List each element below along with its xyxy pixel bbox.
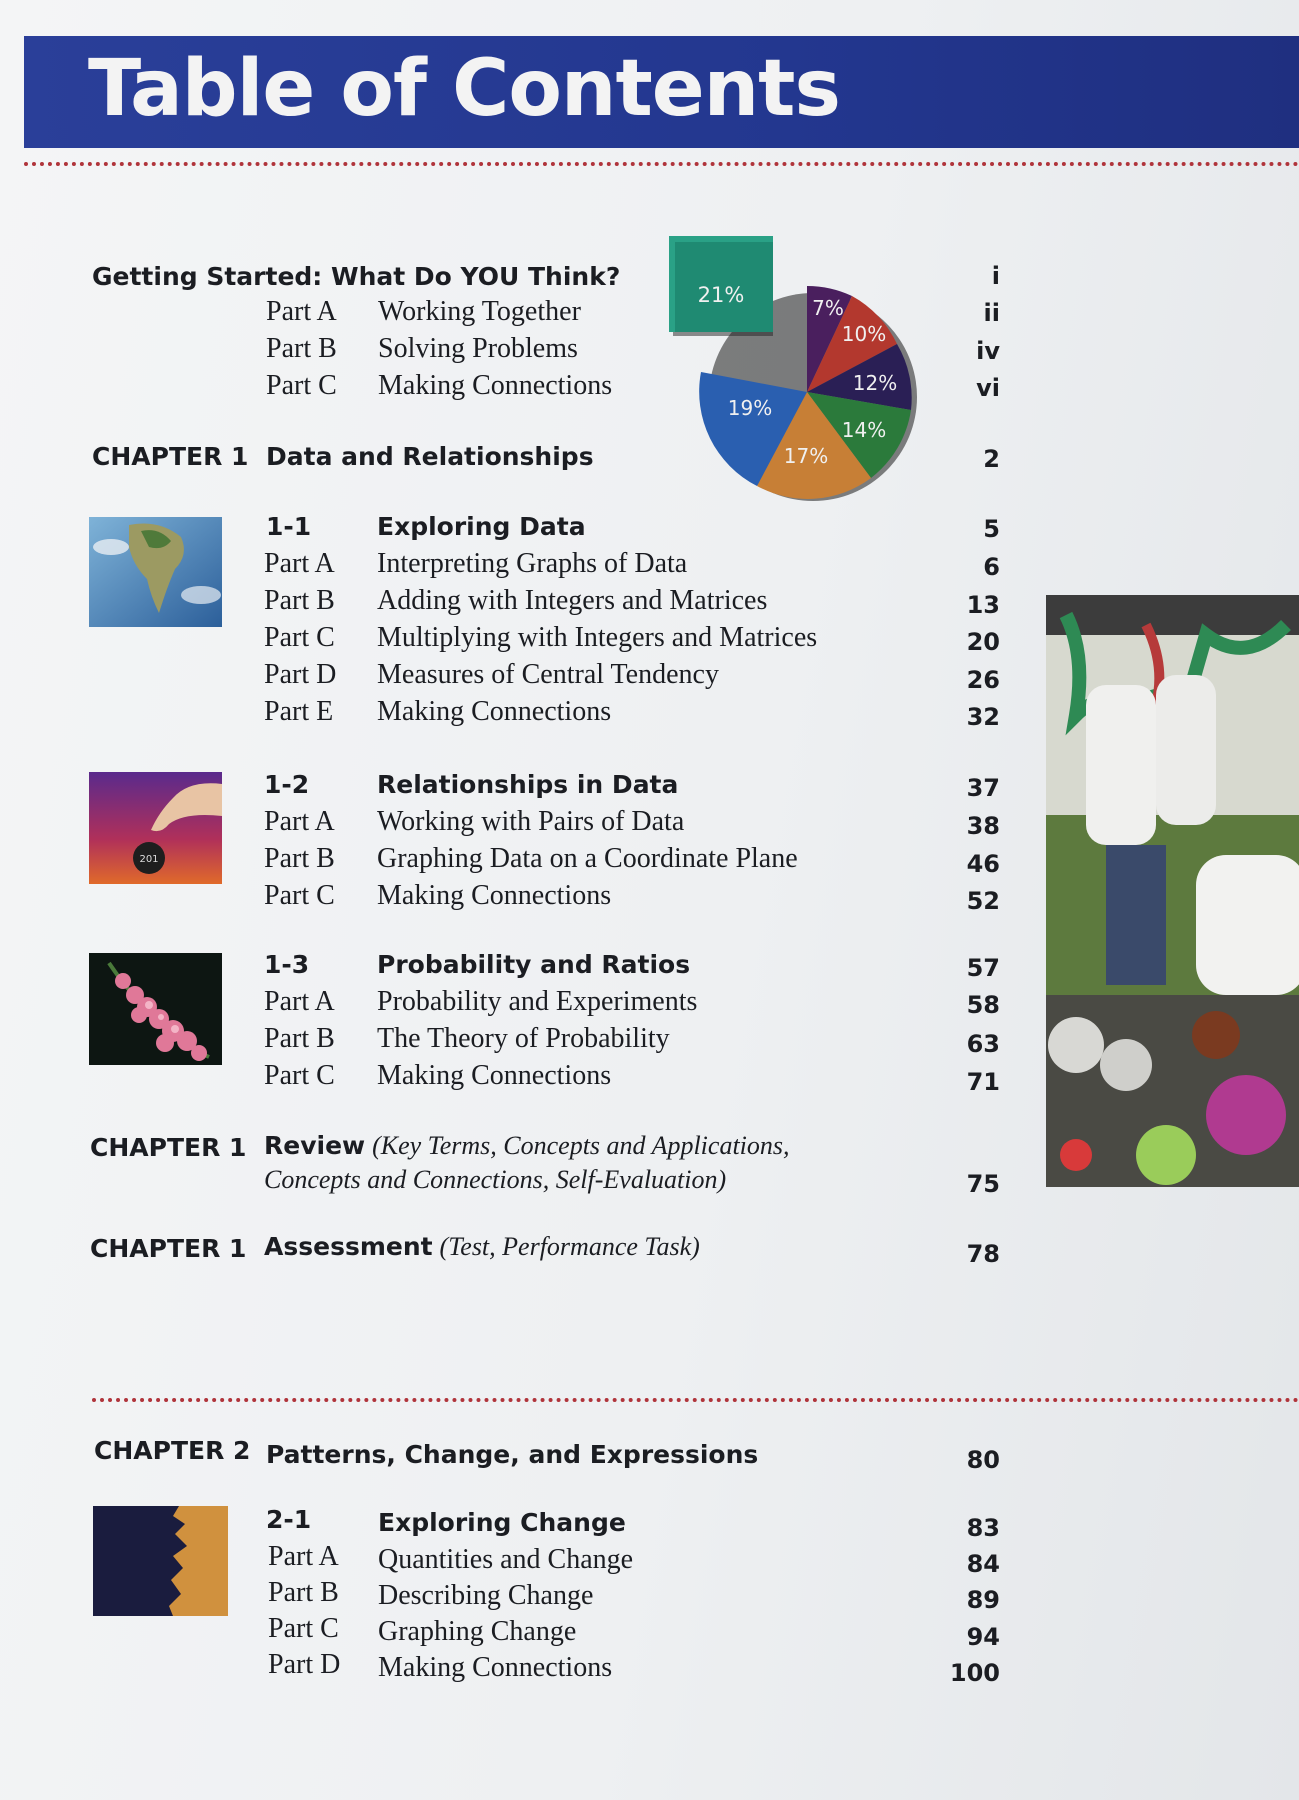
pie-label-21: 21%: [697, 283, 745, 307]
part-title: Interpreting Graphs of Data: [377, 548, 688, 579]
assessment-entry: [264, 1232, 700, 1262]
review-detail-line1: (Key Terms, Concepts and Applications,: [372, 1131, 790, 1160]
section-divider: [92, 1398, 1299, 1402]
part-title: Making Connections: [378, 1652, 613, 1683]
page-number: vi: [976, 374, 1000, 402]
part-title: Making Connections: [378, 370, 613, 401]
page-number: 83: [966, 1514, 1000, 1542]
mural-painting-photo: [1046, 595, 1299, 1187]
part-title: Probability and Experiments: [377, 986, 698, 1017]
review-title: Review: [264, 1131, 366, 1160]
chapter-label: CHAPTER 2: [94, 1436, 251, 1465]
section-title: Exploring Change: [378, 1508, 626, 1537]
page-number: 100: [949, 1659, 1000, 1687]
part-label: Part B: [268, 1577, 339, 1608]
page-number: ii: [983, 299, 1000, 327]
page-number: 94: [966, 1623, 1000, 1651]
page-number: 46: [966, 850, 1000, 878]
part-label: Part D: [264, 659, 337, 690]
part-title: Making Connections: [377, 696, 612, 727]
page-number: 58: [966, 991, 1000, 1019]
assessment-detail: (Test, Performance Task): [439, 1232, 700, 1261]
part-title: Working Together: [378, 296, 581, 327]
chapter-title: Patterns, Change, and Expressions: [266, 1440, 759, 1469]
page-number: 2: [983, 445, 1000, 473]
page-number: 26: [966, 666, 1000, 694]
part-title: Adding with Integers and Matrices: [377, 585, 768, 616]
part-title: Working with Pairs of Data: [377, 806, 685, 837]
section-title: Probability and Ratios: [377, 950, 691, 979]
page-number: 37: [966, 774, 1000, 802]
coin-label: 201: [139, 854, 159, 865]
section-number: 1-3: [264, 950, 310, 979]
part-label: Part B: [264, 843, 335, 874]
getting-started-heading: Getting Started: What Do YOU Think?: [92, 262, 621, 291]
page-number: 75: [966, 1170, 1000, 1198]
chapter-label: CHAPTER 1: [92, 442, 249, 471]
page-title: Table of Contents: [88, 44, 840, 134]
page-number: 20: [966, 628, 1000, 656]
sun-silhouette-thumbnail: [93, 1506, 228, 1616]
pie-chart-illustration: [665, 232, 935, 512]
page-number: iv: [976, 337, 1000, 365]
pie-label-19: 19%: [727, 396, 773, 420]
page-number: 5: [983, 515, 1000, 543]
part-title: Solving Problems: [378, 333, 578, 364]
title-banner: [24, 36, 1299, 148]
page-number: i: [991, 262, 1000, 290]
part-label: Part C: [264, 880, 335, 911]
part-title: Measures of Central Tendency: [377, 659, 719, 690]
part-label: Part C: [264, 1060, 335, 1091]
page-number: 13: [966, 591, 1000, 619]
part-title: Quantities and Change: [378, 1544, 634, 1575]
part-title: Making Connections: [377, 1060, 612, 1091]
part-label: Part B: [264, 1023, 335, 1054]
section-title: Exploring Data: [377, 512, 586, 541]
top-divider: [24, 162, 1299, 166]
part-title: Graphing Data on a Coordinate Plane: [377, 843, 798, 874]
part-label: Part B: [264, 585, 335, 616]
page-number: 57: [966, 954, 1000, 982]
page-number: 63: [966, 1030, 1000, 1058]
part-label: Part C: [268, 1613, 339, 1644]
coin-hand-thumbnail: [89, 772, 222, 884]
part-label: Part A: [264, 806, 335, 837]
pie-label-14: 14%: [841, 418, 887, 442]
section-number: 1-2: [264, 770, 310, 799]
part-title: Multiplying with Integers and Matrices: [377, 622, 818, 653]
chapter-label: CHAPTER 1: [90, 1234, 247, 1263]
part-label: Part C: [266, 370, 337, 401]
globe-thumbnail: [89, 517, 222, 627]
section-number: 2-1: [266, 1505, 312, 1534]
part-label: Part E: [264, 696, 334, 727]
part-label: Part B: [266, 333, 337, 364]
page-number: 80: [966, 1446, 1000, 1474]
review-entry: [264, 1131, 790, 1161]
page-number: 52: [966, 887, 1000, 915]
section-number: 1-1: [266, 512, 312, 541]
page-number: 84: [966, 1550, 1000, 1578]
chapter-label: CHAPTER 1: [90, 1133, 247, 1162]
part-title: Describing Change: [378, 1580, 594, 1611]
pie-label-7: 7%: [812, 296, 844, 320]
flower-thumbnail: [89, 953, 222, 1065]
part-label: Part A: [264, 986, 335, 1017]
pie-label-12: 12%: [852, 371, 898, 395]
part-title: Graphing Change: [378, 1616, 577, 1647]
chapter-title: Data and Relationships: [266, 442, 594, 471]
page-number: 78: [966, 1240, 1000, 1268]
part-label: Part D: [268, 1649, 341, 1680]
page-number: 38: [966, 812, 1000, 840]
pie-label-10: 10%: [841, 322, 887, 346]
page-number: 89: [966, 1586, 1000, 1614]
page-number: 32: [966, 703, 1000, 731]
part-label: Part A: [268, 1541, 339, 1572]
part-title: Making Connections: [377, 880, 612, 911]
page-number: 71: [966, 1068, 1000, 1096]
part-label: Part C: [264, 622, 335, 653]
assessment-title: Assessment: [264, 1232, 433, 1261]
review-detail-line2: Concepts and Connections, Self-Evaluation): [264, 1165, 727, 1194]
part-label: Part A: [266, 296, 337, 327]
pie-label-17: 17%: [783, 444, 829, 468]
page-number: 6: [983, 553, 1000, 581]
part-label: Part A: [264, 548, 335, 579]
part-title: The Theory of Probability: [377, 1023, 670, 1054]
section-title: Relationships in Data: [377, 770, 679, 799]
